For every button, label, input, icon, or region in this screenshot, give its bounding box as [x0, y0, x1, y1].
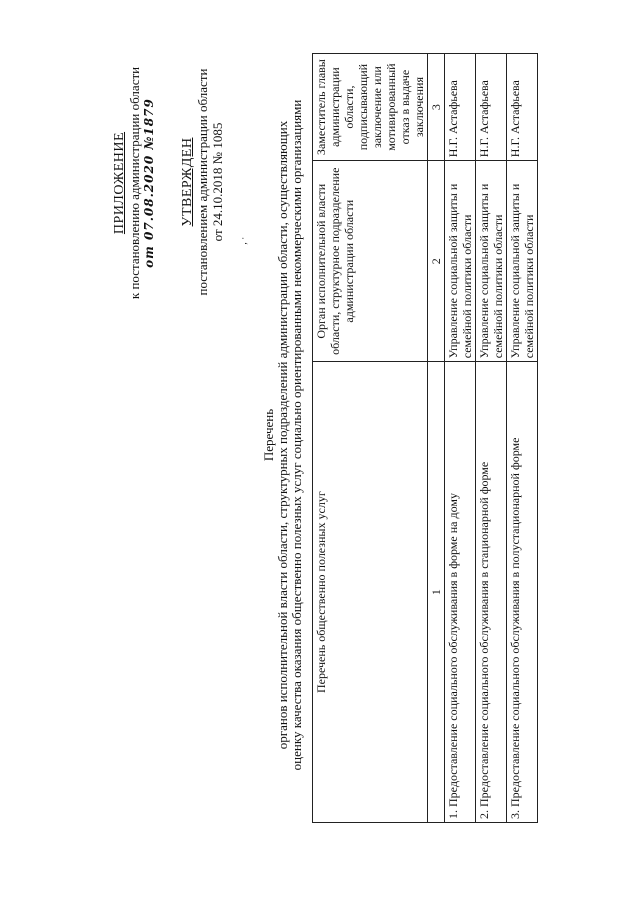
scan-mark: ‚ · [238, 236, 248, 245]
deputy-cell: Н.Г. Астафьева [476, 54, 507, 161]
approved-line-1: постановлением администрации области [195, 68, 210, 296]
body-cell: Управление социальной защиты и семейной политики области [507, 161, 538, 362]
header-body: Орган исполнительной власти области, структурное подразделение администрации области [313, 161, 428, 362]
column-number: 1 [428, 362, 445, 823]
appendix-handwritten-date: от 07.08.2020 №1879 [142, 98, 156, 268]
appendix-title: ПРИЛОЖЕНИЕ [112, 131, 127, 235]
approved-block [180, 17, 225, 347]
body-cell: Управление социальной защиты и семейной политики области [476, 161, 507, 362]
appendix-block [112, 23, 157, 343]
table-row [476, 54, 507, 823]
deputy-cell: Н.Г. Астафьева [507, 54, 538, 161]
approved-line-2: от 24.10.2018 № 1085 [210, 122, 225, 242]
body-cell: Управление социальной защиты и семейной политики области [445, 161, 476, 362]
table-row [445, 54, 476, 823]
column-number: 3 [428, 54, 445, 161]
header-services: Перечень общественно полезных услуг [313, 362, 428, 823]
service-cell: 2. Предоставление социального обслуживания в стационарной форме [476, 362, 507, 823]
appendix-line: к постановлению администрации области [127, 66, 142, 300]
heading-title: Перечень [261, 408, 276, 462]
heading-line-1: органов исполнительной власти области, структурных подразделений администрации области, осуществляющих [275, 120, 290, 750]
table-row [507, 54, 538, 823]
header-deputy: Заместитель главы администрации области, подписывающий заключение или мотивированный отказ в выдаче заключения [313, 54, 428, 161]
document-heading [262, 55, 304, 815]
table-number-row [428, 54, 445, 823]
heading-line-2: оценку качества оказания общественно полезных услуг социально ориентированными некоммерческими организациями [289, 99, 304, 771]
table-header-row [313, 54, 428, 823]
service-cell: 3. Предоставление социального обслуживания в полустационарной форме [507, 362, 538, 823]
approved-title: УТВЕРЖДЕН [180, 137, 195, 227]
deputy-cell: Н.Г. Астафьева [445, 54, 476, 161]
service-cell: 1. Предоставление социального обслуживания в форме на дому [445, 362, 476, 823]
column-number: 2 [428, 161, 445, 362]
services-table [312, 53, 538, 823]
